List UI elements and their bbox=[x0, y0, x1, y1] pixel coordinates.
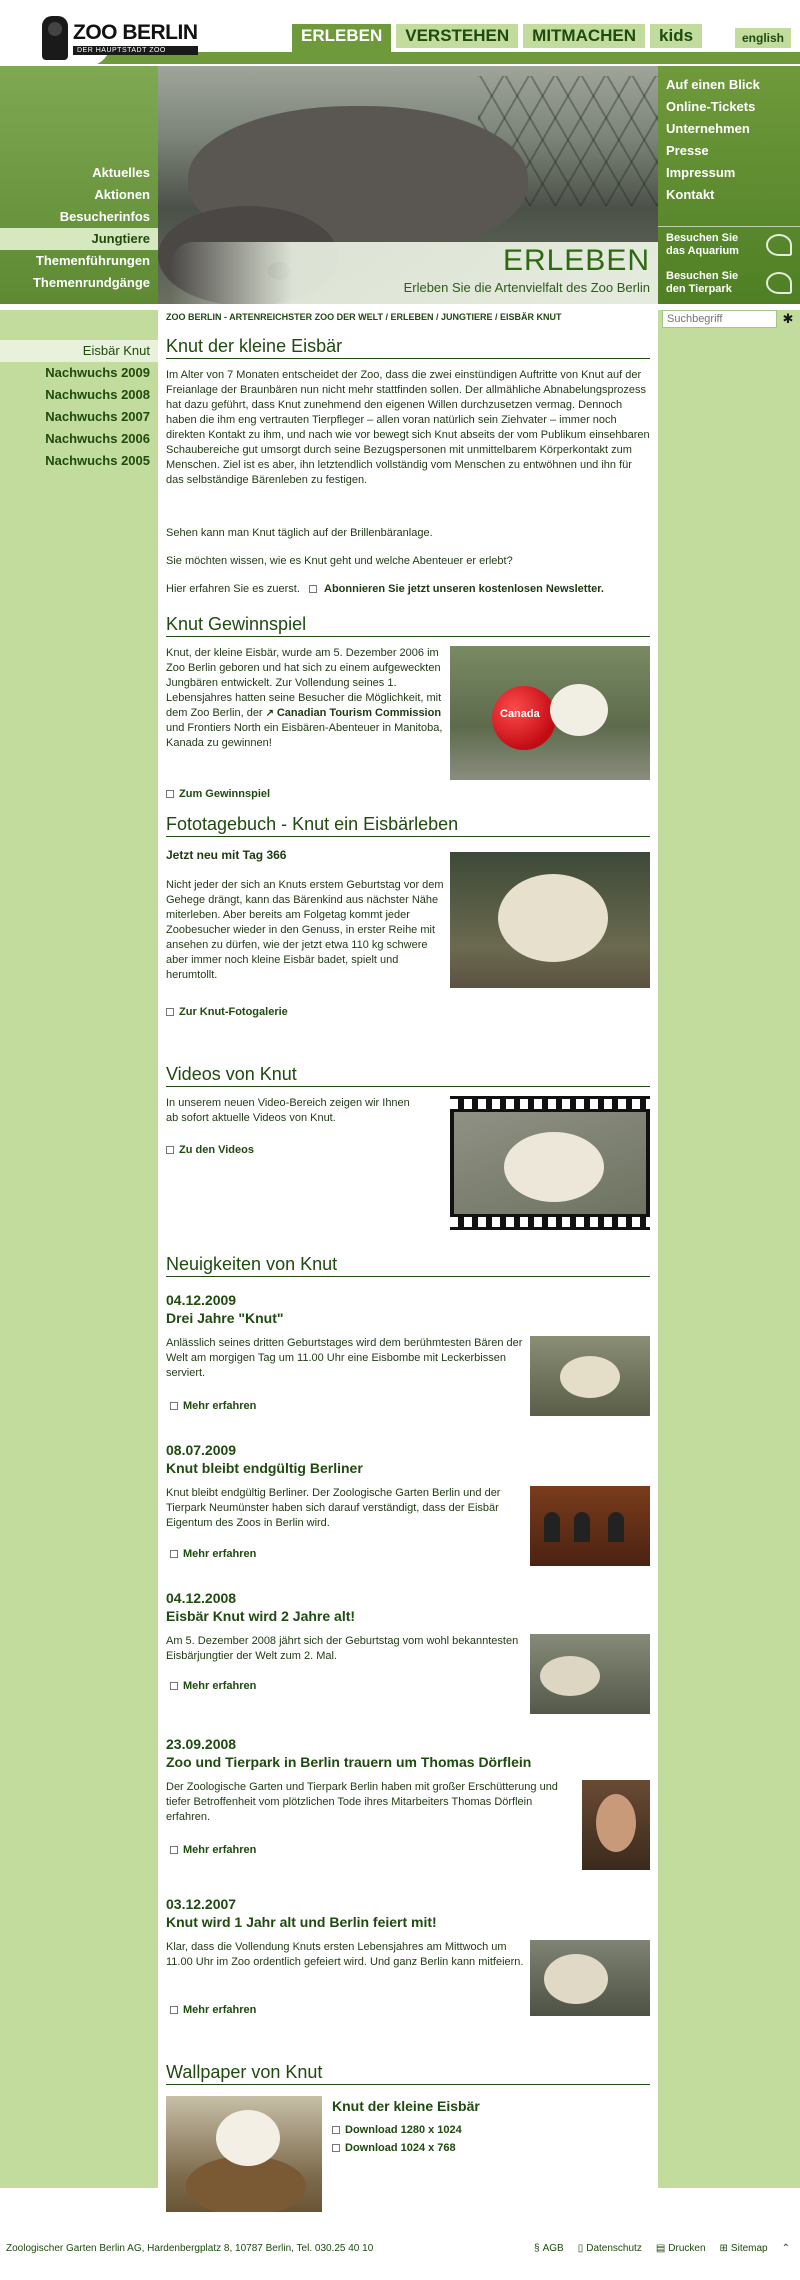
sub-nav bbox=[0, 340, 158, 472]
scroll-top-icon[interactable]: ⌃ bbox=[781, 2243, 790, 2254]
news-photo[interactable] bbox=[530, 1486, 650, 1566]
document-icon: ▯ bbox=[577, 2243, 584, 2254]
hero-banner bbox=[0, 66, 800, 304]
intro-title: Knut der kleine Eisbär bbox=[166, 336, 650, 359]
footer-links bbox=[534, 2243, 790, 2254]
news-headline[interactable]: Eisbär Knut wird 2 Jahre alt! bbox=[166, 1608, 356, 1624]
logo-subtitle: DER HAUPTSTADT ZOO bbox=[73, 46, 198, 55]
news-date: 08.07.2009 bbox=[166, 1442, 237, 1458]
fotogalerie-link[interactable]: Zur Knut-Fotogalerie bbox=[166, 1006, 288, 1018]
link-icon bbox=[170, 1550, 178, 1558]
news-text: Knut bleibt endgültig Berliner. Der Zoologische Garten Berlin und der Tierpark Neumünster haben sich darauf verständigt, dass der Eisbär Eigentum des Zoos in Berlin wird. bbox=[166, 1487, 501, 1529]
paw-search-icon[interactable]: ✱ bbox=[782, 311, 794, 326]
download-1280-link[interactable]: Download 1280 x 1024 bbox=[332, 2124, 462, 2136]
sidebar-item-nachwuchs-2007[interactable]: Nachwuchs 2007 bbox=[45, 409, 150, 424]
nav-aktionen[interactable]: Aktionen bbox=[94, 187, 150, 202]
news-headline[interactable]: Knut bleibt endgültig Berliner bbox=[166, 1460, 363, 1476]
hero-right-panel bbox=[658, 66, 800, 304]
download-icon bbox=[332, 2126, 340, 2134]
link-impressum[interactable]: Impressum bbox=[666, 165, 736, 180]
site-footer bbox=[0, 2238, 800, 2260]
mehr-erfahren-link[interactable]: Mehr erfahren bbox=[170, 1400, 256, 1412]
link-online-tickets[interactable]: Online-Tickets bbox=[666, 99, 756, 114]
nav-themenrundgaenge[interactable]: Themenrundgänge bbox=[32, 275, 150, 290]
videos-link[interactable]: Zu den Videos bbox=[166, 1144, 254, 1156]
footer-address: Zoologischer Garten Berlin AG, Hardenbergplatz 8, 10787 Berlin, Tel. 030.25 40 10 bbox=[6, 2243, 374, 2254]
news-headline[interactable]: Drei Jahre "Knut" bbox=[166, 1310, 284, 1326]
hero-caption bbox=[170, 242, 658, 304]
sidebar-item-nachwuchs-2009[interactable]: Nachwuchs 2009 bbox=[45, 365, 150, 380]
videos-text: In unserem neuen Video-Bereich zeigen wir Ihnen ab sofort aktuelle Videos von Knut. bbox=[166, 1097, 410, 1124]
link-presse[interactable]: Presse bbox=[666, 143, 709, 158]
breadcrumb[interactable]: ZOO BERLIN - ARTENREICHSTER ZOO DER WELT / ERLEBEN / JUNGTIERE / EISBÄR KNUT bbox=[166, 312, 562, 322]
link-icon bbox=[309, 585, 317, 593]
mehr-erfahren-link[interactable]: Mehr erfahren bbox=[170, 1548, 256, 1560]
sitemap-icon: ⊞ bbox=[719, 2243, 728, 2254]
site-header bbox=[0, 0, 800, 66]
wallpaper-subtitle: Knut der kleine Eisbär bbox=[332, 2098, 480, 2114]
news-date: 04.12.2009 bbox=[166, 1292, 237, 1308]
fototagebuch-title: Fototagebuch - Knut ein Eisbärleben bbox=[166, 814, 650, 837]
print-icon: ▤ bbox=[655, 2243, 666, 2254]
mehr-erfahren-link[interactable]: Mehr erfahren bbox=[170, 1844, 256, 1856]
tab-erleben[interactable]: ERLEBEN bbox=[292, 24, 391, 54]
visit-tierpark-link[interactable]: Besuchen Sie den Tierpark bbox=[666, 270, 796, 296]
download-icon bbox=[332, 2144, 340, 2152]
news-photo[interactable] bbox=[530, 1634, 650, 1714]
news-headline[interactable]: Knut wird 1 Jahr alt und Berlin feiert mit! bbox=[166, 1914, 437, 1930]
tab-kids[interactable]: kids bbox=[650, 24, 702, 48]
intro-paragraph-1: Im Alter von 7 Monaten entscheidet der Zoo, dass die zwei einstündigen Auftritte von Knut auf der Freianlage der Braunbären nun nicht mehr stattfinden sollen. Der allmähliche Abnabelungsprozess hat dazu geführt, dass Knut zunehmend den eigenen Willen durchzusetzen vermag. Dennoch haben die ihm eng vertrauten Tierpfleger – allen voran natürlich sein Ziehvater – immer noch direkten Kontakt zu ihm, und nach wie vor bewegt sich Knut abseits der vom Publikum einsehbaren Schaubereiche gut umsorgt durch seine Bezugspersonen mit unmittelbarem Körperkontakt zum Menschen. Ziel ist es aber, ihn letztendlich vollständig vom Menschen zu entwöhnen und ihn für das selbständige Bärenleben zu festigen. bbox=[166, 369, 650, 486]
videos-title: Videos von Knut bbox=[166, 1064, 650, 1087]
knut-video-thumbnail[interactable] bbox=[450, 1096, 650, 1230]
sidebar-item-nachwuchs-2005[interactable]: Nachwuchs 2005 bbox=[45, 453, 150, 468]
fototagebuch-text: Nicht jeder der sich an Knuts erstem Geburtstag vor dem Gehege drängt, kann das Bärenkind aus nächster Nähe miterleben. Aber bereits am Folgetag kommt jeder Zoobesucher wieder in den Genuss, in erster Reihe mit ansehen zu dürfen, wie der jetzt etwa 110 kg schwere aber immer noch kleine Eisbär badet, spielt und herumtollt. bbox=[166, 879, 444, 981]
intro-paragraph-4: Hier erfahren Sie es zuerst. Abonnieren Sie jetzt unseren kostenlosen Newsletter. bbox=[166, 583, 604, 595]
knut-ball-photo[interactable]: Canada bbox=[450, 646, 650, 780]
hero-subtitle: Erleben Sie die Artenvielfalt des Zoo Berlin bbox=[403, 280, 650, 295]
wallpaper-title: Wallpaper von Knut bbox=[166, 2062, 650, 2085]
news-text: Am 5. Dezember 2008 jährt sich der Geburtstag vom wohl bekanntesten Eisbärjungtier der Welt zum 2. Mal. bbox=[166, 1635, 519, 1662]
link-icon bbox=[166, 1008, 174, 1016]
newsletter-link[interactable]: Abonnieren Sie jetzt unseren kostenlosen Newsletter. bbox=[324, 583, 604, 595]
fish-icon bbox=[766, 234, 792, 256]
news-date: 03.12.2007 bbox=[166, 1896, 237, 1912]
footer-sitemap-link[interactable]: ⊞ Sitemap bbox=[719, 2243, 768, 2254]
right-sidebar bbox=[658, 310, 800, 2188]
link-icon bbox=[166, 790, 174, 798]
link-unternehmen[interactable]: Unternehmen bbox=[666, 121, 750, 136]
download-1024-link[interactable]: Download 1024 x 768 bbox=[332, 2142, 456, 2154]
news-title: Neuigkeiten von Knut bbox=[166, 1254, 650, 1277]
sidebar-item-nachwuchs-2008[interactable]: Nachwuchs 2008 bbox=[45, 387, 150, 402]
sidebar-item-nachwuchs-2006[interactable]: Nachwuchs 2006 bbox=[45, 431, 150, 446]
wallpaper-photo[interactable] bbox=[166, 2096, 322, 2212]
news-photo[interactable] bbox=[530, 1940, 650, 2016]
footer-datenschutz-link[interactable]: ▯ Datenschutz bbox=[577, 2243, 642, 2254]
link-icon bbox=[170, 1846, 178, 1854]
news-headline[interactable]: Zoo und Tierpark in Berlin trauern um Thomas Dörflein bbox=[166, 1754, 532, 1770]
link-icon bbox=[170, 1682, 178, 1690]
knut-standing-photo[interactable] bbox=[450, 852, 650, 988]
nav-aktuelles[interactable]: Aktuelles bbox=[92, 165, 150, 180]
nav-besucherinfos[interactable]: Besucherinfos bbox=[59, 209, 150, 224]
zoo-logo[interactable] bbox=[42, 16, 198, 60]
gewinnspiel-text: Knut, der kleine Eisbär, wurde am 5. Dezember 2006 im Zoo Berlin geboren und hat sich zu einem aufgeweckten Jungbären entwickelt. Zur Vollendung seines 1. Lebensjahres hatten seine Besucher die Möglichkeit, mit dem Zoo Berlin, der ↗ Canadian Tourism Commission und Frontiers North ein Eisbären-Abenteuer in Manitoba, Kanada zu gewinnen! bbox=[166, 647, 443, 749]
fototagebuch-subtitle: Jetzt neu mit Tag 366 bbox=[166, 848, 287, 862]
intro-paragraph-2: Sehen kann man Knut täglich auf der Brillenbäranlage. bbox=[166, 527, 433, 539]
footer-drucken-link[interactable]: ▤ Drucken bbox=[655, 2243, 706, 2254]
news-photo[interactable] bbox=[582, 1780, 650, 1870]
external-link-icon: ↗ bbox=[265, 708, 277, 719]
hero-nav bbox=[0, 162, 158, 294]
news-text: Anlässlich seines dritten Geburtstages wird dem berühmtesten Bären der Welt am morgigen Tag um 11.00 Uhr eine Eisbombe mit Leckerbissen serviert. bbox=[166, 1337, 523, 1379]
main-tabs bbox=[292, 24, 702, 54]
news-date: 23.09.2008 bbox=[166, 1736, 237, 1752]
gorilla-logo-icon bbox=[42, 16, 68, 60]
gewinnspiel-link[interactable]: Zum Gewinnspiel bbox=[166, 788, 270, 800]
logo-name: ZOO BERLIN bbox=[73, 20, 198, 44]
link-icon bbox=[166, 1146, 174, 1154]
sidebar-item-eisbaer-knut[interactable]: Eisbär Knut bbox=[0, 340, 158, 362]
news-date: 04.12.2008 bbox=[166, 1590, 237, 1606]
link-auf-einen-blick[interactable]: Auf einen Blick bbox=[666, 77, 760, 92]
nav-jungtiere[interactable]: Jungtiere bbox=[0, 228, 158, 250]
bison-icon bbox=[766, 272, 792, 294]
nav-themenfuehrungen[interactable]: Themenführungen bbox=[35, 253, 150, 268]
tab-mitmachen[interactable]: MITMACHEN bbox=[523, 24, 645, 48]
tab-verstehen[interactable]: VERSTEHEN bbox=[396, 24, 518, 48]
canadian-tourism-link[interactable]: ↗ Canadian Tourism Commission bbox=[265, 707, 442, 719]
english-button[interactable]: english bbox=[735, 28, 791, 48]
visit-aquarium-link[interactable]: Besuchen Sie das Aquarium bbox=[666, 232, 796, 258]
link-kontakt[interactable]: Kontakt bbox=[666, 187, 715, 202]
news-text: Klar, dass die Vollendung Knuts ersten Lebensjahres am Mittwoch um 11.00 Uhr im Zoo ordentlich gefeiert wird. Und ganz Berlin kann mitfeiern. bbox=[166, 1941, 524, 1968]
link-icon bbox=[170, 2006, 178, 2014]
footer-agb-link[interactable]: § AGB bbox=[534, 2243, 564, 2254]
left-sidebar bbox=[0, 310, 158, 2188]
intro-paragraph-3: Sie möchten wissen, wie es Knut geht und welche Abenteuer er erlebt? bbox=[166, 555, 513, 567]
link-icon bbox=[170, 1402, 178, 1410]
paragraph-icon: § bbox=[534, 2243, 540, 2254]
gewinnspiel-title: Knut Gewinnspiel bbox=[166, 614, 650, 637]
news-text: Der Zoologische Garten und Tierpark Berlin haben mit großer Erschütterung und tiefer Betroffenheit vom plötzlichen Tode ihres Mitarbeiters Thomas Dörflein erfahren. bbox=[166, 1781, 558, 1823]
news-photo[interactable] bbox=[530, 1336, 650, 1416]
mehr-erfahren-link[interactable]: Mehr erfahren bbox=[170, 1680, 256, 1692]
search-input[interactable] bbox=[662, 310, 777, 328]
mehr-erfahren-link[interactable]: Mehr erfahren bbox=[170, 2004, 256, 2016]
hero-title: ERLEBEN bbox=[502, 244, 650, 277]
